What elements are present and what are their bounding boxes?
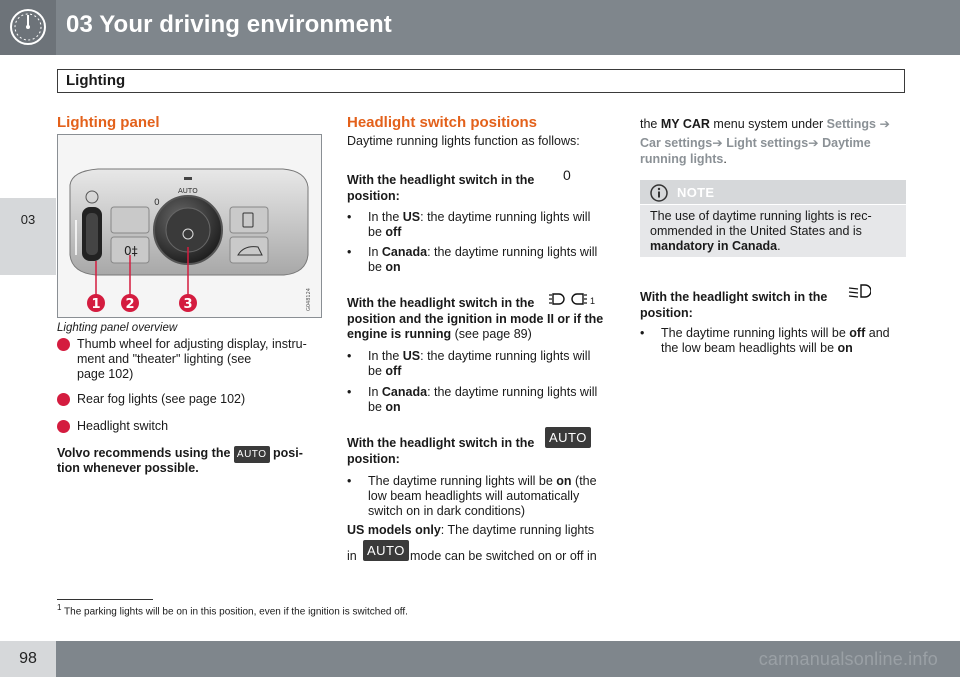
us-models-text: US models only: The daytime running lights — [347, 523, 595, 537]
panel-zero-label: 0 — [154, 198, 160, 208]
block3-lead2: position: — [347, 452, 400, 466]
callout-2: 2 — [125, 297, 135, 312]
zero-position-symbol: 0 — [563, 167, 571, 183]
chapter-header — [0, 0, 960, 55]
block2-bullet-canada: • In Canada: the daytime running lights will be on — [347, 385, 598, 414]
note-title: NOTE — [677, 185, 715, 200]
arrow-right-icon: ➔ — [712, 136, 727, 150]
callout-3: 3 — [183, 297, 193, 312]
lighting-panel-illustration — [58, 135, 321, 317]
page-footer — [0, 641, 960, 677]
intro-text: Daytime running lights function as follows: — [347, 134, 580, 148]
block1-lead2: position: — [347, 189, 400, 203]
figure-caption: Lighting panel overview — [57, 322, 178, 334]
block2-lead: With the headlight switch in the — [347, 296, 535, 310]
legend-badge — [57, 420, 70, 433]
menu-path-line3: running lights. — [640, 152, 727, 166]
us-models-post: mode can be switched on or off in — [410, 549, 597, 563]
block1-bullet-canada: • In Canada: the daytime running lights will be on — [347, 245, 598, 274]
block2-lead2: position and the ignition in mode II or if the — [347, 312, 604, 326]
block4-lead: With the headlight switch in the — [640, 290, 828, 304]
auto-badge: AUTO — [234, 446, 270, 463]
footnote-ref: 1 — [590, 296, 596, 306]
block3-bullet: • The daytime running lights will be on (the low beam headlights will automatically switch on in dark conditions) — [347, 474, 597, 518]
menu-link-car-settings: Car settings — [640, 136, 713, 150]
section-label: Lighting — [66, 72, 126, 89]
block2-bullet-us: • In the US: the daytime running lights will be off — [347, 349, 591, 378]
recommend-text-line2: tion whenever possible. — [57, 461, 199, 475]
recommend-text: Volvo recommends using the AUTO posi- — [57, 446, 327, 463]
footnote-divider — [57, 599, 153, 600]
arrow-right-icon: ➔ — [875, 117, 890, 131]
footnote: $^1$ The parking lights will be on in this position, even if the ignition is switched off. — [57, 603, 408, 618]
lighting-panel-heading: Lighting panel — [57, 114, 160, 131]
headlight-positions-heading: Headlight switch positions — [347, 114, 538, 131]
page-number-area — [0, 641, 56, 677]
legend-item-3: Headlight switch — [57, 419, 327, 435]
block3-lead: With the headlight switch in the — [347, 436, 535, 450]
menu-link-settings: Settings — [826, 117, 876, 131]
note-header — [640, 180, 906, 205]
auto-position-badge: AUTO — [545, 427, 591, 448]
svg-text:0‡: 0‡ — [124, 244, 138, 258]
speedometer-gauge-icon — [9, 8, 47, 46]
block4-lead2: position: — [640, 306, 693, 320]
block1-lead: With the headlight switch in the — [347, 173, 535, 187]
legend-badge — [57, 338, 70, 351]
figure-code: G048124 — [306, 288, 312, 311]
note-box — [640, 180, 906, 257]
auto-mode-badge: AUTO — [363, 540, 409, 561]
menu-link-daytime: Daytime — [822, 136, 871, 150]
info-icon — [650, 184, 668, 202]
chapter-side-tab — [0, 198, 56, 275]
block4-bullet: • The daytime running lights will be off and the low beam headlights will be on — [640, 326, 890, 355]
low-beam-icon — [847, 283, 871, 299]
panel-auto-label: AUTO — [178, 187, 198, 195]
chapter-title: 03 Your driving environment — [66, 11, 392, 38]
header-icon-area — [0, 0, 56, 55]
legend-item-2: Rear fog lights (see page 102) — [57, 392, 327, 408]
arrow-right-icon: ➔ — [808, 136, 823, 150]
menu-path-text: the MY CAR menu system under Settings ➔ — [640, 117, 890, 131]
chapter-number: 03 — [20, 212, 36, 227]
menu-link-light-settings: Light settings — [726, 136, 809, 150]
watermark: carmanualsonline.info — [758, 649, 938, 669]
legend-badge — [57, 393, 70, 406]
page-number: 98 — [19, 650, 37, 667]
note-body: The use of daytime running lights is rec- ommended in the United States and is mandatory in Canada. — [650, 209, 872, 253]
legend-item-1: Thumb wheel for adjusting display, instru- ment and "theater" lighting (see page 102) — [57, 337, 327, 385]
us-models-in: in — [347, 549, 357, 563]
callout-1: 1 — [91, 297, 101, 312]
menu-path-line2 — [640, 136, 910, 151]
parking-lights-icon — [549, 291, 587, 307]
lighting-panel-figure — [57, 134, 322, 318]
block2-lead3: engine is running (see page 89) — [347, 327, 532, 341]
block1-bullet-us: • In the US: the daytime running lights will be off — [347, 210, 591, 239]
section-bar — [57, 69, 905, 93]
